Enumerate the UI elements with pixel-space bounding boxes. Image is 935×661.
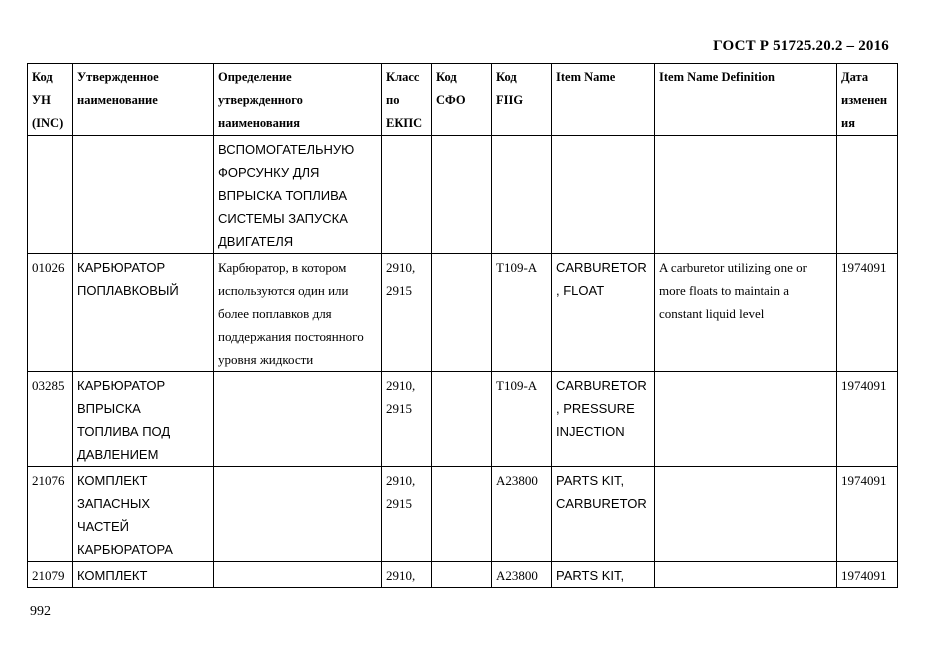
cell-definition — [214, 372, 382, 467]
cell-class: 2910, — [382, 562, 432, 588]
cell-item-name: CARBURETOR , FLOAT — [552, 254, 655, 372]
cell-item-name: CARBURETOR , PRESSURE INJECTION — [552, 372, 655, 467]
col-header-inc: Код УН (INC) — [28, 64, 73, 136]
cell-class — [382, 136, 432, 254]
cell-class: 2910, 2915 — [382, 372, 432, 467]
cell-inc: 01026 — [28, 254, 73, 372]
table-row — [28, 254, 898, 372]
cell-fiig: T109-A — [492, 254, 552, 372]
cell-fiig: A23800 — [492, 467, 552, 562]
cell-definition — [214, 562, 382, 588]
page-number: 992 — [30, 604, 51, 619]
cell-item-name-definition — [655, 372, 837, 467]
cell-fiig: T109-A — [492, 372, 552, 467]
cell-item-name: PARTS KIT, CARBURETOR — [552, 467, 655, 562]
col-header-sfo: Код СФО — [432, 64, 492, 136]
cell-sfo — [432, 372, 492, 467]
col-header-approved-name: Утвержденное наименование — [73, 64, 214, 136]
table-header-row — [28, 64, 898, 136]
col-header-definition: Определение утвержденного наименования — [214, 64, 382, 136]
document-header: ГОСТ Р 51725.20.2 – 2016 — [713, 38, 889, 54]
cell-fiig — [492, 136, 552, 254]
col-header-class: Класс по ЕКПС — [382, 64, 432, 136]
cell-item-name-definition — [655, 562, 837, 588]
cell-inc: 21079 — [28, 562, 73, 588]
cell-definition: ВСПОМОГАТЕЛЬНУЮ ФОРСУНКУ ДЛЯ ВПРЫСКА ТОПЛИВА СИСТЕМЫ ЗАПУСКА ДВИГАТЕЛЯ — [214, 136, 382, 254]
cell-definition — [214, 467, 382, 562]
cell-definition: Карбюратор, в котором используются один или более поплавков для поддержания постоянного уровня жидкости — [214, 254, 382, 372]
table-row — [28, 467, 898, 562]
cell-item-name-definition — [655, 467, 837, 562]
registry-table — [27, 63, 898, 588]
col-header-change-date: Дата изменен ия — [837, 64, 898, 136]
cell-change-date: 1974091 — [837, 562, 898, 588]
cell-change-date: 1974091 — [837, 372, 898, 467]
cell-item-name-definition: A carburetor utilizing one or more floats to maintain a constant liquid level — [655, 254, 837, 372]
cell-inc: 21076 — [28, 467, 73, 562]
col-header-fiig: Код FIIG — [492, 64, 552, 136]
cell-class: 2910, 2915 — [382, 467, 432, 562]
cell-sfo — [432, 467, 492, 562]
cell-approved-name — [73, 136, 214, 254]
cell-approved-name: КАРБЮРАТОР ВПРЫСКА ТОПЛИВА ПОД ДАВЛЕНИЕМ — [73, 372, 214, 467]
cell-approved-name: КОМПЛЕКТ ЗАПАСНЫХ ЧАСТЕЙ КАРБЮРАТОРА — [73, 467, 214, 562]
col-header-item-name-definition: Item Name Definition — [655, 64, 837, 136]
cell-fiig: A23800 — [492, 562, 552, 588]
table-row — [28, 562, 898, 588]
cell-inc: 03285 — [28, 372, 73, 467]
cell-item-name-definition — [655, 136, 837, 254]
cell-inc — [28, 136, 73, 254]
table-row — [28, 372, 898, 467]
table-row — [28, 136, 898, 254]
cell-sfo — [432, 254, 492, 372]
cell-sfo — [432, 562, 492, 588]
col-header-item-name: Item Name — [552, 64, 655, 136]
cell-class: 2910, 2915 — [382, 254, 432, 372]
cell-item-name: PARTS KIT, — [552, 562, 655, 588]
cell-approved-name: КАРБЮРАТОР ПОПЛАВКОВЫЙ — [73, 254, 214, 372]
cell-change-date: 1974091 — [837, 467, 898, 562]
cell-sfo — [432, 136, 492, 254]
cell-change-date: 1974091 — [837, 254, 898, 372]
cell-item-name — [552, 136, 655, 254]
cell-approved-name: КОМПЛЕКТ — [73, 562, 214, 588]
cell-change-date — [837, 136, 898, 254]
